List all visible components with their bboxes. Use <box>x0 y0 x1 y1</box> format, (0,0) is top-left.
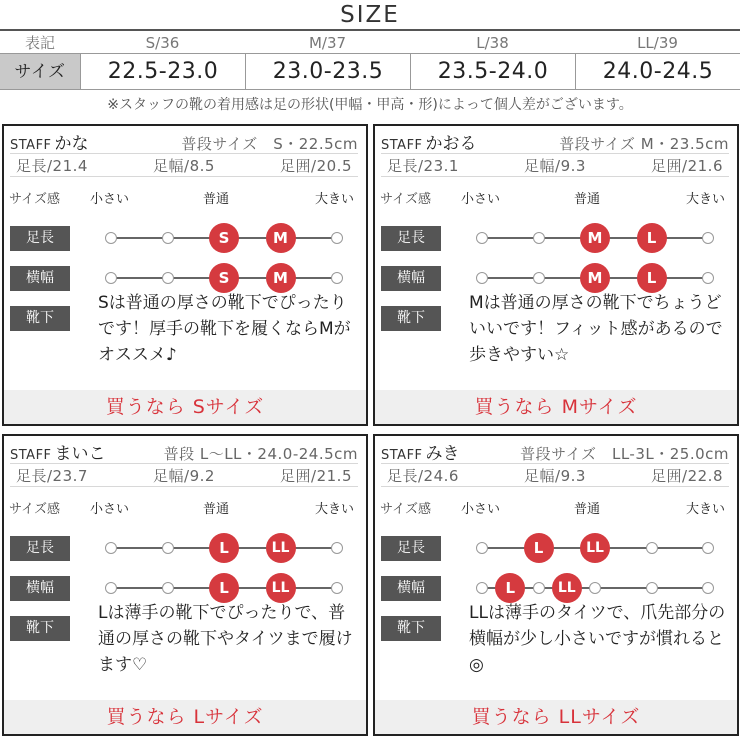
recommended-size: 買うなら LLサイズ <box>375 700 737 734</box>
size-value-m: 23.0-23.5 <box>245 54 410 89</box>
fit-scale-kind: サイズ感 <box>9 192 60 207</box>
staff-name: かおる <box>425 134 477 154</box>
fit-scale-dot <box>476 272 488 284</box>
fit-scale-dot <box>162 542 174 554</box>
fit-scale-big: 大きい <box>315 192 355 207</box>
fit-scale-dot <box>331 232 343 244</box>
fit-scale-labels <box>375 498 737 518</box>
length-fit-track <box>475 223 715 253</box>
staff-header <box>381 129 729 153</box>
fit-marker-m: M <box>266 263 296 293</box>
staff-card-kaoru <box>373 124 739 426</box>
staff-card-kana <box>2 124 368 426</box>
width-fit-track <box>475 263 715 293</box>
row-tag-width: 横幅 <box>381 576 441 601</box>
size-col-m: M/37 <box>308 34 347 52</box>
foot-length: 足長/23.1 <box>387 157 459 175</box>
fit-scale-dot <box>476 232 488 244</box>
fit-scale-big: 大きい <box>686 502 726 517</box>
recommended-size: 買うなら Sサイズ <box>4 390 366 424</box>
staff-label: STAFF <box>10 138 52 153</box>
row-tag-width: 横幅 <box>10 266 70 291</box>
foot-length: 足長/21.4 <box>16 157 88 175</box>
fit-marker-ll: LL <box>580 533 610 563</box>
fit-marker-l: L <box>495 573 525 603</box>
size-table-row-label: サイズ <box>0 54 80 89</box>
fit-scale-small: 小さい <box>90 502 130 517</box>
fit-marker-l: L <box>637 263 667 293</box>
size-table-header <box>0 32 740 54</box>
fit-scale-normal: 普通 <box>203 192 230 207</box>
length-fit-track <box>104 533 344 563</box>
size-col-s: S/36 <box>145 34 180 52</box>
fit-scale-dot <box>105 582 117 594</box>
foot-width: 足幅/9.2 <box>153 467 215 485</box>
width-fit-track <box>475 573 715 603</box>
size-value-l: 23.5-24.0 <box>410 54 575 89</box>
foot-length: 足長/24.6 <box>387 467 459 485</box>
width-fit-track <box>104 263 344 293</box>
fit-marker-l: L <box>524 533 554 563</box>
staff-comment: Lは薄手の靴下でぴったりで、普通の厚さの靴下やタイツまで履けます♡ <box>98 603 353 675</box>
size-table <box>0 32 740 90</box>
foot-length: 足長/23.7 <box>16 467 88 485</box>
fit-scale-dot <box>331 542 343 554</box>
fit-scale-kind: サイズ感 <box>380 502 431 517</box>
row-tag-length: 足長 <box>381 536 441 561</box>
usual-size: 普段 L〜LL・24.0-24.5cm <box>163 445 358 463</box>
row-tag-socks: 靴下 <box>381 306 441 331</box>
usual-size: 普段サイズ M・23.5cm <box>559 135 729 153</box>
fit-marker-m: M <box>580 223 610 253</box>
fit-marker-l: L <box>637 223 667 253</box>
staff-header <box>381 439 729 463</box>
staff-header <box>10 129 358 153</box>
fit-marker-m: M <box>266 223 296 253</box>
fit-scale-dot <box>533 272 545 284</box>
foot-measurements <box>381 153 729 177</box>
fit-marker-l: L <box>209 573 239 603</box>
foot-measurements <box>381 463 729 487</box>
staff-card-miki <box>373 434 739 736</box>
staff-comment: LLは薄手のタイツで、爪先部分の横幅が少し小さいですが慣れると◎ <box>469 603 726 675</box>
fit-disclaimer-note: ※スタッフの靴の着用感は足の形状(甲幅・甲高・形)によって個人差がございます。 <box>107 97 633 113</box>
usual-size: 普段サイズ LL-3L・25.0cm <box>520 445 729 463</box>
fit-scale-dot <box>533 582 545 594</box>
fit-scale-big: 大きい <box>686 192 726 207</box>
fit-scale-labels <box>375 188 737 208</box>
fit-scale-small: 小さい <box>461 192 501 207</box>
fit-marker-ll: LL <box>266 573 296 603</box>
usual-size: 普段サイズ S・22.5cm <box>181 135 358 153</box>
foot-girth: 足囲/20.5 <box>280 157 352 175</box>
fit-scale-dot <box>105 272 117 284</box>
fit-scale-small: 小さい <box>461 502 501 517</box>
staff-header <box>10 439 358 463</box>
fit-scale-dot <box>589 582 601 594</box>
fit-scale-dot <box>702 582 714 594</box>
size-value-ll: 24.0-24.5 <box>575 54 740 89</box>
fit-scale-dot <box>702 272 714 284</box>
fit-scale-dot <box>105 542 117 554</box>
fit-marker-ll: LL <box>552 573 582 603</box>
row-tag-length: 足長 <box>10 226 70 251</box>
fit-scale-kind: サイズ感 <box>380 192 431 207</box>
staff-name: まいこ <box>54 444 106 464</box>
foot-measurements <box>10 153 358 177</box>
row-tag-socks: 靴下 <box>10 616 70 641</box>
fit-scale-dot <box>646 542 658 554</box>
foot-width: 足幅/9.3 <box>524 157 586 175</box>
fit-scale-dot <box>646 582 658 594</box>
fit-scale-dot <box>162 232 174 244</box>
row-tag-length: 足長 <box>381 226 441 251</box>
size-col-ll: LL/39 <box>637 34 678 52</box>
size-table-row <box>0 54 740 90</box>
fit-scale-normal: 普通 <box>203 502 230 517</box>
size-value-s: 22.5-23.0 <box>80 54 245 89</box>
fit-scale-dot <box>476 542 488 554</box>
row-tag-width: 横幅 <box>10 576 70 601</box>
fit-scale-normal: 普通 <box>574 192 601 207</box>
staff-label: STAFF <box>381 448 423 463</box>
staff-name: みき <box>425 444 460 464</box>
foot-girth: 足囲/21.5 <box>280 467 352 485</box>
recommended-size: 買うなら Lサイズ <box>4 700 366 734</box>
staff-comment: Sは普通の厚さの靴下でぴったりです！厚手の靴下を履くならMがオススメ♪ <box>98 293 351 365</box>
staff-name: かな <box>54 134 89 154</box>
fit-marker-s: S <box>209 223 239 253</box>
foot-measurements <box>10 463 358 487</box>
foot-girth: 足囲/22.8 <box>651 467 723 485</box>
fit-scale-dot <box>331 582 343 594</box>
fit-marker-m: M <box>580 263 610 293</box>
fit-marker-s: S <box>209 263 239 293</box>
width-fit-track <box>104 573 344 603</box>
staff-label: STAFF <box>10 448 52 463</box>
title-divider <box>0 29 740 31</box>
foot-width: 足幅/8.5 <box>153 157 215 175</box>
staff-comment: Mは普通の厚さの靴下でちょうどいいです！フィット感があるので歩きやすい☆ <box>469 293 723 365</box>
fit-scale-dot <box>476 582 488 594</box>
foot-girth: 足囲/21.6 <box>651 157 723 175</box>
fit-scale-dot <box>162 582 174 594</box>
fit-scale-dot <box>533 232 545 244</box>
fit-scale-big: 大きい <box>315 502 355 517</box>
foot-width: 足幅/9.3 <box>524 467 586 485</box>
row-tag-length: 足長 <box>10 536 70 561</box>
staff-label: STAFF <box>381 138 423 153</box>
row-tag-width: 横幅 <box>381 266 441 291</box>
length-fit-track <box>475 533 715 563</box>
length-fit-track <box>104 223 344 253</box>
fit-scale-labels <box>4 498 366 518</box>
fit-scale-dot <box>702 232 714 244</box>
recommended-size: 買うなら Mサイズ <box>375 390 737 424</box>
fit-marker-ll: LL <box>266 533 296 563</box>
fit-scale-dot <box>162 272 174 284</box>
fit-scale-labels <box>4 188 366 208</box>
size-table-head-label: 表記 <box>24 34 55 52</box>
size-col-l: L/38 <box>476 34 509 52</box>
row-tag-socks: 靴下 <box>381 616 441 641</box>
fit-marker-l: L <box>209 533 239 563</box>
fit-scale-normal: 普通 <box>574 502 601 517</box>
row-tag-socks: 靴下 <box>10 306 70 331</box>
fit-scale-dot <box>702 542 714 554</box>
staff-card-maiko <box>2 434 368 736</box>
fit-scale-dot <box>105 232 117 244</box>
fit-scale-dot <box>331 272 343 284</box>
fit-scale-small: 小さい <box>90 192 130 207</box>
fit-scale-kind: サイズ感 <box>9 502 60 517</box>
page-title: SIZE <box>340 2 400 28</box>
